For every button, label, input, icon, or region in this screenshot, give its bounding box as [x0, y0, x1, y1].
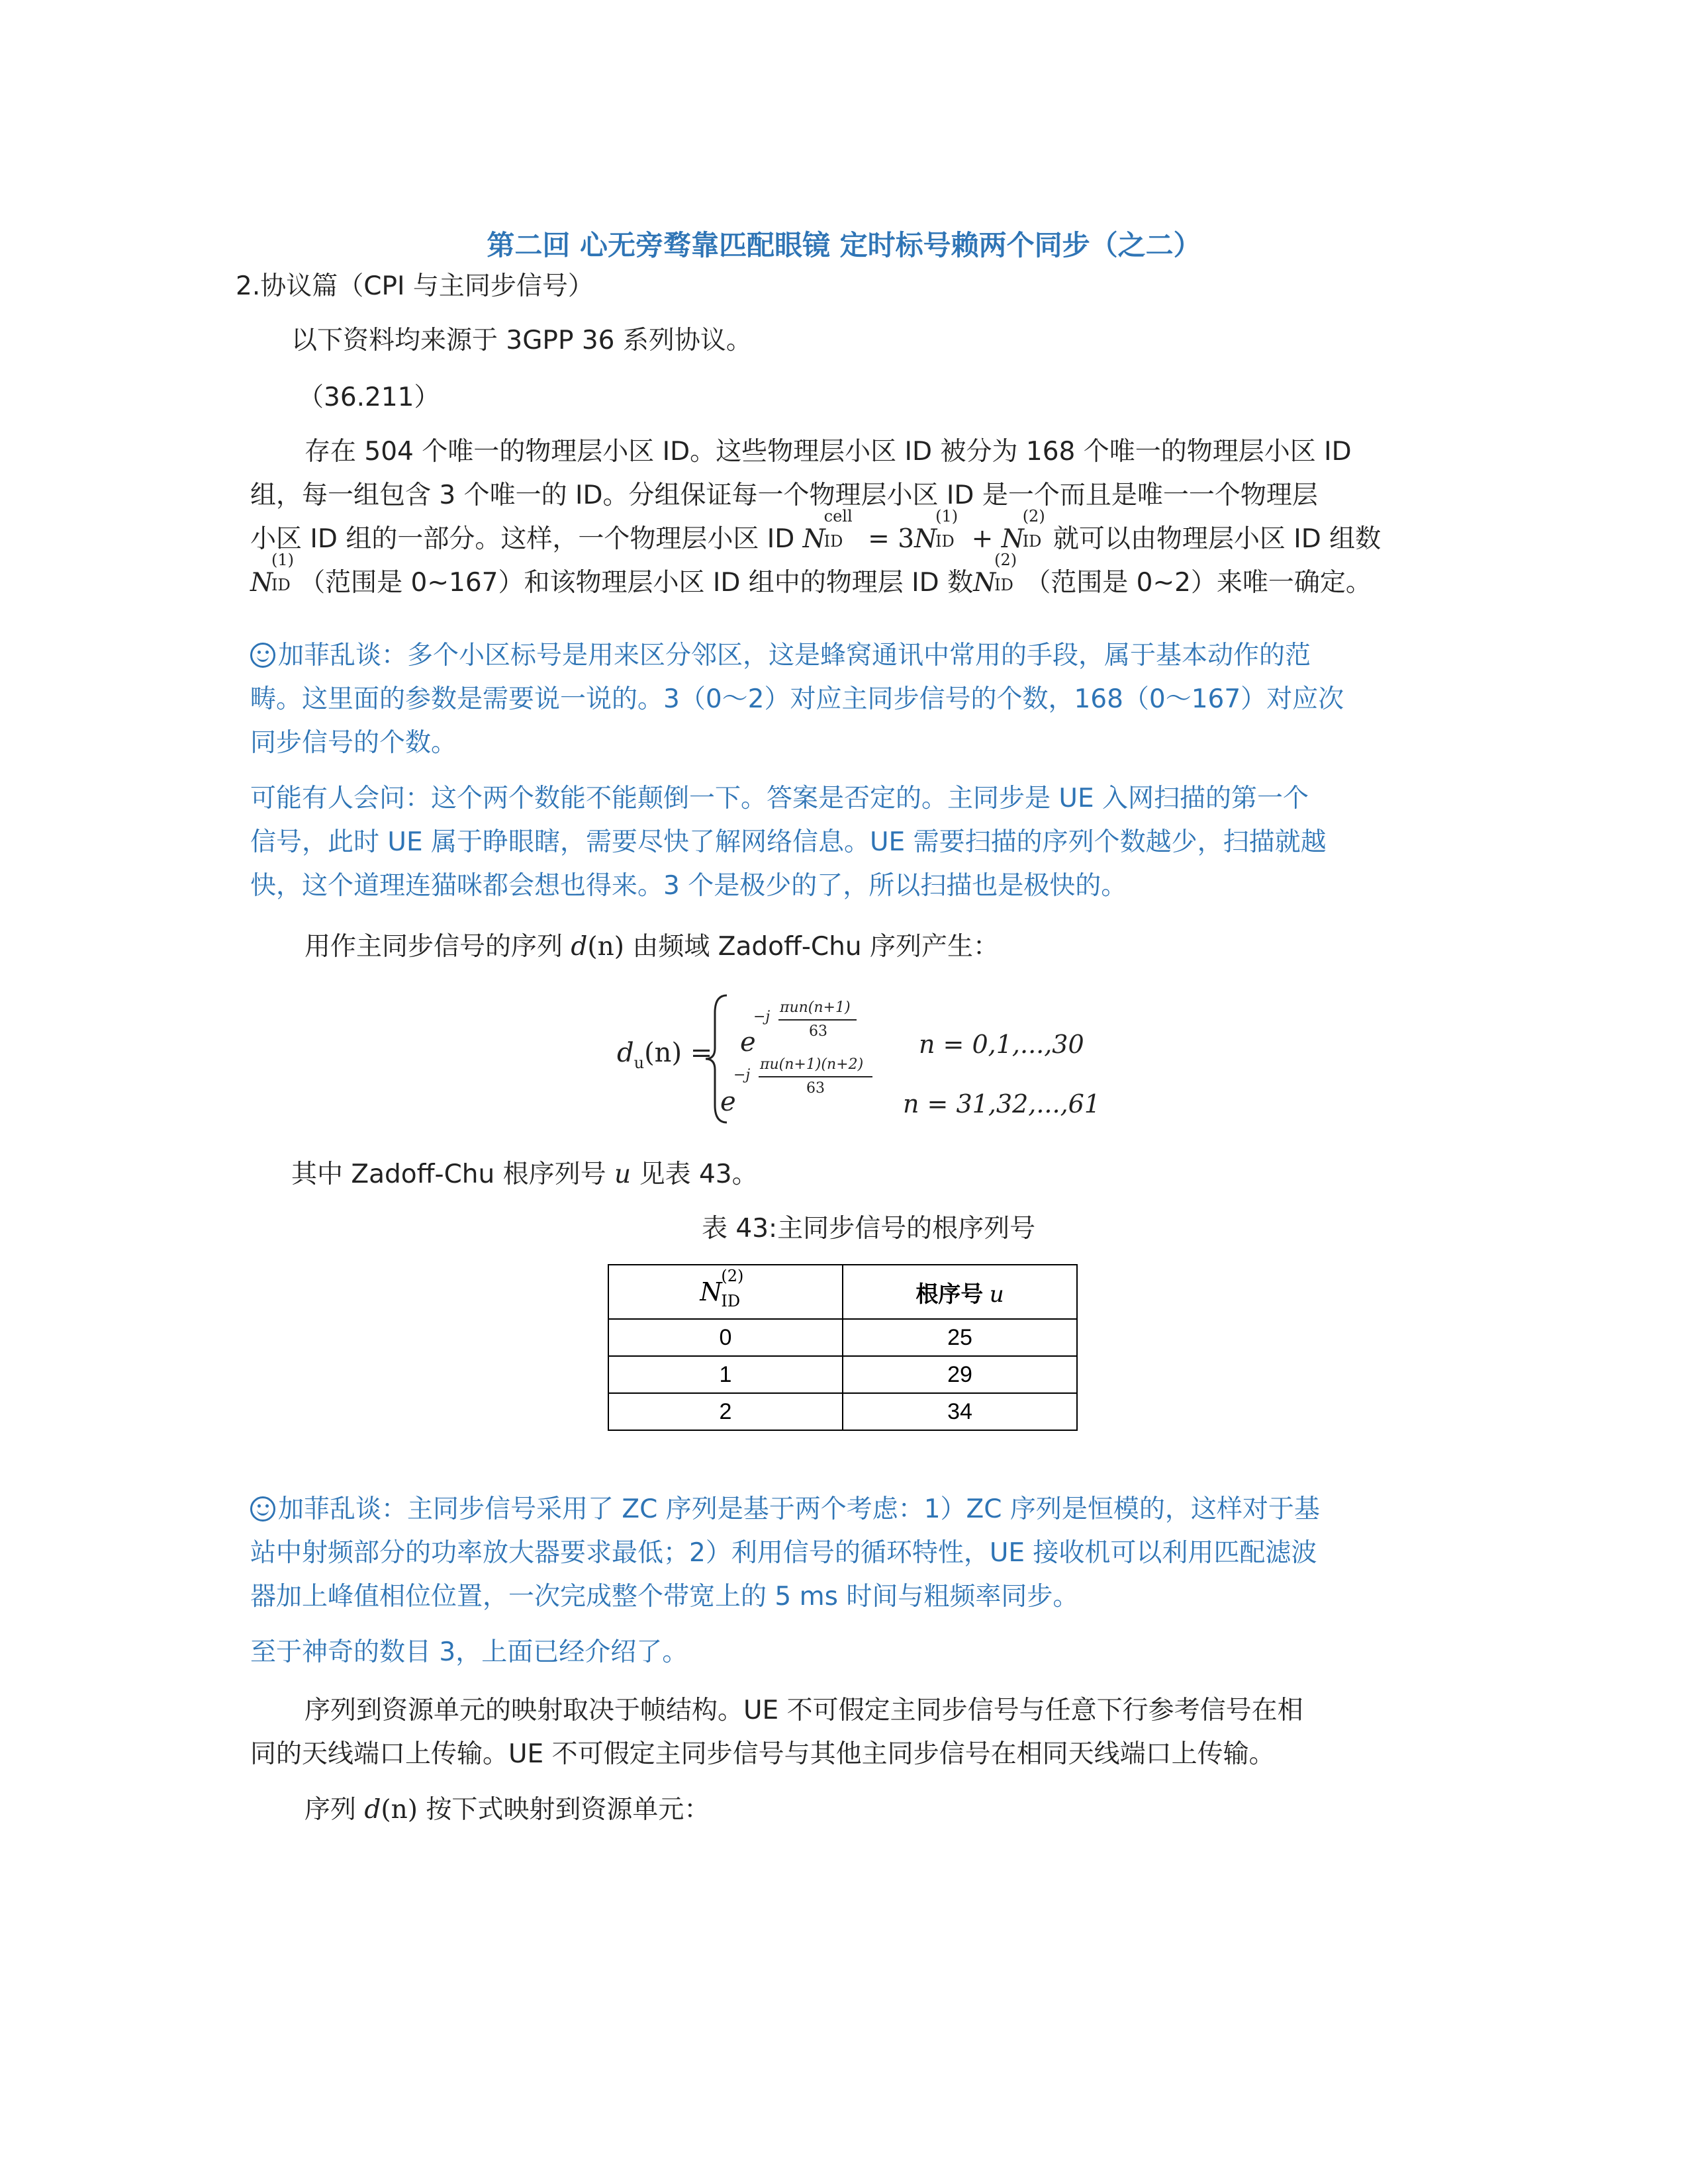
- spec-reference: （36.211）: [298, 383, 440, 412]
- table-row: 2 34: [608, 1393, 1077, 1430]
- cell-id-line-4: N (1) ID （范围是 0~167）和该物理层小区 ID 组中的物理层 ID 数N (2) ID （范围是 0~2）来唯一确定。: [250, 561, 1448, 605]
- sequence-intro: 用作主同步信号的序列 d(n) 由频域 Zadoff-Chu 序列产生：: [305, 932, 999, 962]
- mapping-paragraph: 序列到资源单元的映射取决于帧结构。UE 不可假定主同步信号与任意下行参考信号在相 同的天线端口上传输。UE 不可假定主同步信号与其他主同步信号在相同天线端口上传输。: [250, 1696, 1303, 1769]
- table-row: 1 29: [608, 1356, 1077, 1393]
- page-title: 第二回 心无旁骛靠匹配眼镜 定时标号赖两个同步（之二）: [487, 229, 1201, 261]
- cell-id-line-3: 小区 ID 组的一部分。这样，一个物理层小区 ID N cell ID = 3N (1) ID + N (2) ID 就可以由物理层小区 ID 组数: [250, 518, 1448, 561]
- n-id-1-symbol: N (1) ID: [914, 507, 959, 554]
- cell-id-paragraph: [250, 430, 1448, 605]
- table-header-row: [608, 1265, 1077, 1319]
- table-row: 0 25: [608, 1319, 1077, 1356]
- n-id-1-symbol: N (1) ID: [250, 551, 294, 598]
- root-index-table: [608, 1264, 1078, 1431]
- cell-id-line-1: 存在 504 个唯一的物理层小区 ID。这些物理层小区 ID 被分为 168 个唯一的物理层小区 ID: [305, 437, 1352, 467]
- n-id-2-symbol: N (2) ID: [1001, 507, 1045, 554]
- section-heading: 2.协议篇（CPI 与主同步信号）: [236, 271, 594, 301]
- table-header-nid: N (2) ID: [608, 1265, 843, 1319]
- mapping-intro: 序列 d(n) 按下式映射到资源单元：: [305, 1795, 710, 1825]
- n-id-cell-symbol: N cell ID: [802, 507, 853, 554]
- intro-text: 以下资料均来源于 3GPP 36 系列协议。: [291, 326, 752, 355]
- root-sequence-reference: 其中 Zadoff-Chu 根序列号 u 见表 43。: [291, 1160, 758, 1189]
- table-header-root: 根序号 u: [843, 1265, 1077, 1319]
- commentary-note-4: 至于神奇的数目 3，上面已经介绍了。: [250, 1637, 688, 1667]
- commentary-note-1: 加菲乱谈：多个小区标号是用来区分邻区，这是蜂窝通讯中常用的手段，属于基本动作的范 畴。这里面的参数是需要说一说的。3（0～2）对应主同步信号的个数，168（0～167）对应次 同步信号的个数。: [250, 641, 1344, 758]
- smiley-icon: [250, 1496, 275, 1522]
- smiley-icon: [250, 643, 275, 668]
- document-page: 第二回 心无旁骛靠匹配眼镜 定时标号赖两个同步（之二） 2.协议篇（CPI 与主同步信号） 以下资料均来源于 3GPP 36 系列协议。 （36.211） 存在 504 个唯一的物理层小区 ID。这些物理层小区 ID 被分为 168 个唯一的物理层小区 ID 组，每一组包含 3 个唯一的 ID。分组保证每一个物理层小区 ID 是一个而且是唯一一个物理层 小区 ID 组的一部分。这样，一个物理层小区 ID N cell ID = 3N (1) ID + N (2) ID 就可以由物理层小区 ID 组数 N (1) ID （范围是 0~167）和该物理层小区 ID 组中的物理层 ID 数N (2) ID （范围是 0~2）来唯一确定。 加菲乱谈：多个小区标号是用来区分邻区，这是蜂窝通讯中常用的手段，属于基本动作的范 畴。这里面的参数是需要说一说的。3（0～2）对应主同步信号的个数，168（0～167）对应次 同步信号的个数。 可能有人会问：这个两个数能不能颠倒一下。答案是否定的。主同步是 UE 入网扫描的第一个 信号，此时 UE 属于睁眼瞎，需要尽快了解网络信息。UE 需要扫描的序列个数越少，扫描就越 快，这个道理连猫咪都会想也得来。3 个是极少的了，所以扫描也是极快的。 用作主同步信号的序列 d(n) 由频域 Zadoff-Chu 序列产生： $d_u(n)$ = e −j πun(n+1) 63 n = 0,1,...,30 e −j πu(n+1)(n+2) 63 n = 31,32,...,61 其中 Zadoff-Chu 根序列号 u 见表 43。 表 43:主同步信号的根序列号 N (2) ID 根序号 u 0 25 1 29 2 34 加菲乱谈：主同步信号采用了 ZC 序列是基于两个考虑：1）ZC 序列是恒模的，这样对于基 站中射频部分的功率放大器要求最低；2）利用信号的循环特性，UE 接收机可以利用匹配滤波 器加上峰值相位位置，一次完成整个带宽上的 5 ms 时间与粗频率同步。 至于神奇的数目 3，上面已经介绍了。 序列到资源单元的映射取决于帧结构。UE 不可假定主同步信号与任意下行参考信号在相 同的天线端口上传输。UE 不可假定主同步信号与其他主同步信号在相同天线端口上传输。 序列 d(n) 按下式映射到资源单元：: [0, 0, 1688, 2184]
- table-caption: 表 43:主同步信号的根序列号: [702, 1214, 1036, 1244]
- cell-id-line-2: 组，每一组包含 3 个唯一的 ID。分组保证每一个物理层小区 ID 是一个而且是唯一一个物理层: [250, 480, 1318, 510]
- commentary-note-3: 加菲乱谈：主同步信号采用了 ZC 序列是基于两个考虑：1）ZC 序列是恒模的，这样对于基 站中射频部分的功率放大器要求最低；2）利用信号的循环特性，UE 接收机可以利用匹配滤波 器加上峰值相位位置，一次完成整个带宽上的 5 ms 时间与粗频率同步。: [250, 1494, 1320, 1612]
- commentary-note-2: 可能有人会问：这个两个数能不能颠倒一下。答案是否定的。主同步是 UE 入网扫描的第一个 信号，此时 UE 属于睁眼瞎，需要尽快了解网络信息。UE 需要扫描的序列个数越少，扫描就越 快，这个道理连猫咪都会想也得来。3 个是极少的了，所以扫描也是极快的。: [250, 784, 1327, 901]
- n-id-2-symbol: N (2) ID: [973, 551, 1017, 598]
